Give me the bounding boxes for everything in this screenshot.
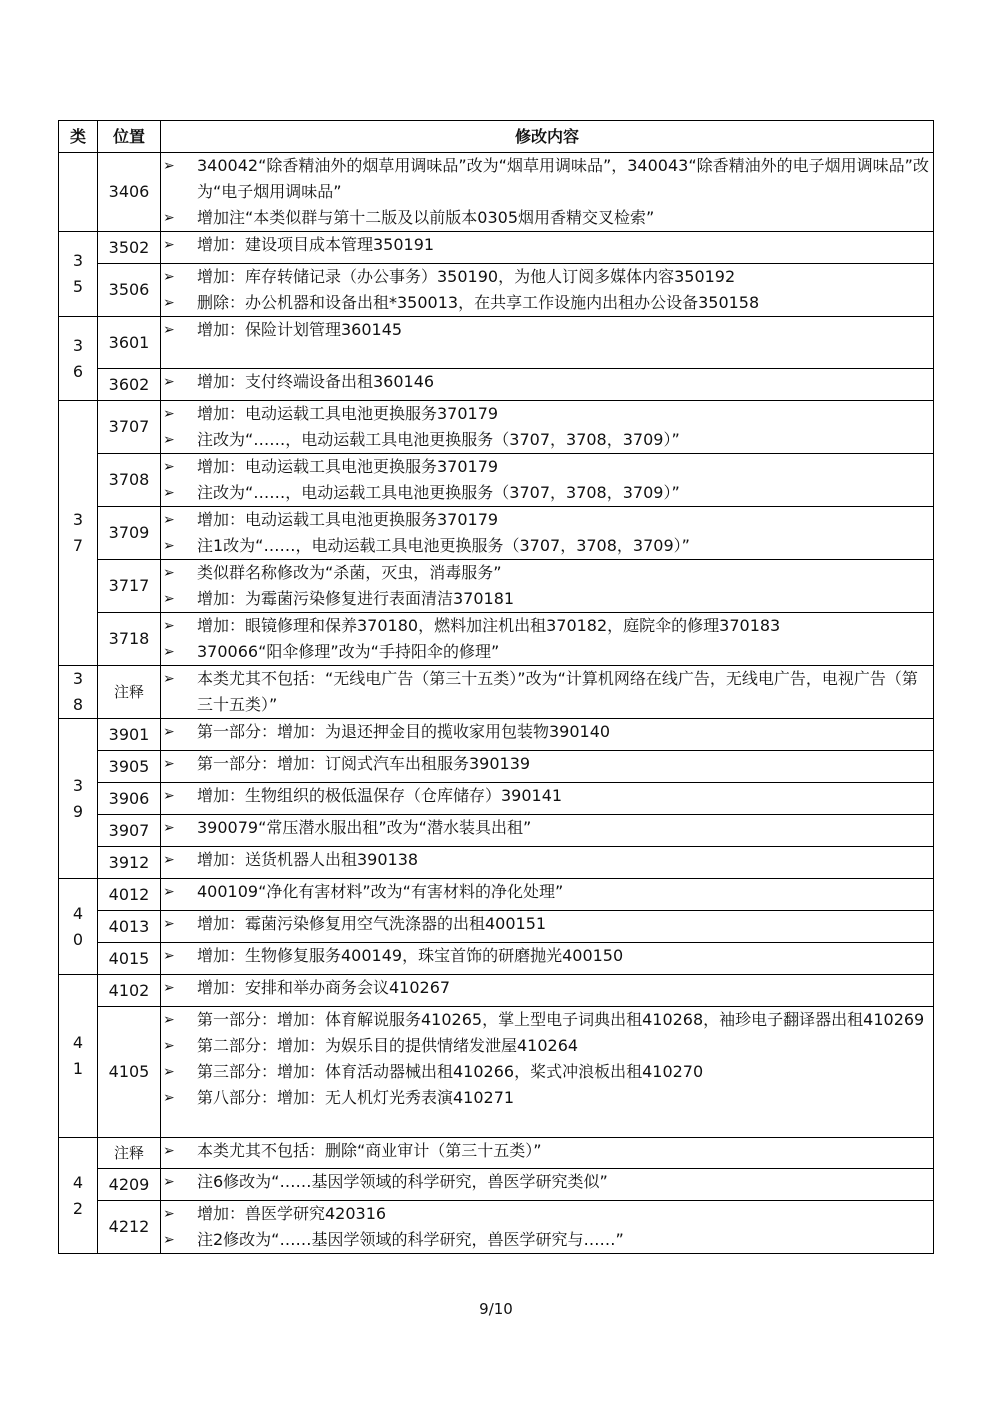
table-row [59,911,934,943]
list-item [161,1033,933,1059]
change-text: 注6修改为“……基因学领域的科学研究，兽医学研究类似” [197,1172,608,1191]
arrow-bullet-icon: ➢ [163,459,175,475]
list-item [161,586,933,612]
arrow-bullet-icon: ➢ [163,852,175,868]
change-text: 第二部分：增加：为娱乐目的提供情绪发泄屋410264 [197,1036,579,1055]
list-item [161,1169,933,1195]
change-text: 注改为“……，电动运载工具电池更换服务（3707，3708，3709）” [197,483,680,502]
table-row [59,613,934,666]
table-row [59,815,934,847]
position-cell: 3506 [98,264,161,317]
content-cell [161,783,934,815]
list-item [161,533,933,559]
class-digit: 2 [72,1198,84,1218]
class-digit: 3 [72,669,84,688]
table-row [59,719,934,751]
table-row [59,317,934,369]
table-body [59,153,934,1254]
change-text: 本类尤其不包括：删除“商业审计（第三十五类）” [197,1141,542,1160]
change-text: 第一部分：增加：体育解说服务410265，掌上型电子词典出租410268，袖珍电子翻译器出租410269 [197,1010,925,1029]
change-text: 类似群名称修改为“杀菌，灭虫，消毒服务” [197,563,502,582]
arrow-bullet-icon: ➢ [163,1206,175,1222]
list-item [161,560,933,586]
table-row [59,1007,934,1138]
change-text: 增加：兽医学研究420316 [197,1204,387,1223]
change-text: 增加：霉菌污染修复用空气洗涤器的出租400151 [197,914,547,933]
change-text: 增加：为霉菌污染修复进行表面清洁370181 [197,589,515,608]
change-text: 删除：办公机器和设备出租*350013，在共享工作设施内出租办公设备350158 [197,293,760,312]
table-row [59,507,934,560]
position-cell: 3912 [98,847,161,879]
header-position: 位置 [98,121,161,153]
list-item [161,815,933,841]
list-item [161,751,933,777]
arrow-bullet-icon: ➢ [163,1012,175,1028]
position-cell: 4212 [98,1201,161,1254]
change-text: 增加：生物修复服务400149，珠宝首饰的研磨抛光400150 [197,946,624,965]
arrow-bullet-icon: ➢ [163,538,175,554]
position-cell: 3906 [98,783,161,815]
content-cell [161,1138,934,1169]
change-text: 增加：生物组织的极低温保存（仓库储存）390141 [197,786,563,805]
class-number-cell [59,153,98,232]
table-row [59,783,934,815]
list-item [161,1007,933,1033]
arrow-bullet-icon: ➢ [163,591,175,607]
table-row [59,975,934,1007]
class-number-cell [59,975,98,1138]
class-digit: 6 [72,361,84,381]
table-row [59,666,934,719]
table-row [59,943,934,975]
arrow-bullet-icon: ➢ [163,485,175,501]
table-row [59,560,934,613]
position-cell: 4013 [98,911,161,943]
class-digit: 9 [72,801,84,821]
arrow-bullet-icon: ➢ [163,512,175,528]
change-text: 370066“阳伞修理”改为“手持阳伞的修理” [197,642,500,661]
content-cell [161,560,934,613]
list-item [161,613,933,639]
content-cell [161,1201,934,1254]
header-row [59,121,934,153]
list-item [161,975,933,1001]
position-cell: 3907 [98,815,161,847]
list-item [161,639,933,665]
position-cell: 注释 [98,666,161,719]
list-item [161,317,933,343]
list-item [161,290,933,316]
header-class: 类 [59,121,98,153]
content-cell [161,1169,934,1201]
table-row [59,264,934,317]
content-cell [161,317,934,369]
class-number-cell [59,719,98,879]
arrow-bullet-icon: ➢ [163,884,175,900]
changes-table [58,120,934,1254]
class-digit: 8 [72,695,84,714]
table-row [59,401,934,454]
list-item [161,1138,933,1164]
arrow-bullet-icon: ➢ [163,374,175,390]
change-text: 400109“净化有害材料”改为“有害材料的净化处理” [197,882,564,901]
arrow-bullet-icon: ➢ [163,1232,175,1248]
change-text: 本类尤其不包括：“无线电广告（第三十五类）”改为“计算机网络在线广告，无线电广告，电视广告（第三十五类）” [197,669,918,714]
class-digit: 3 [72,775,84,795]
content-cell [161,1007,934,1138]
content-cell [161,943,934,975]
list-item [161,480,933,506]
list-item [161,427,933,453]
change-text: 注改为“……，电动运载工具电池更换服务（3707，3708，3709）” [197,430,680,449]
change-text: 第三部分：增加：体育活动器械出租410266，桨式冲浪板出租410270 [197,1062,704,1081]
class-digit: 3 [72,335,84,355]
list-item [161,666,933,718]
change-text: 增加：送货机器人出租390138 [197,850,419,869]
arrow-bullet-icon: ➢ [163,210,175,226]
arrow-bullet-icon: ➢ [163,788,175,804]
class-digit: 3 [72,251,84,270]
list-item [161,943,933,969]
arrow-bullet-icon: ➢ [163,724,175,740]
position-cell: 3602 [98,369,161,401]
arrow-bullet-icon: ➢ [163,1090,175,1106]
content-cell [161,847,934,879]
arrow-bullet-icon: ➢ [163,756,175,772]
list-item [161,454,933,480]
change-text: 第一部分：增加：订阅式汽车出租服务390139 [197,754,531,773]
arrow-bullet-icon: ➢ [163,1038,175,1054]
table-row [59,1138,934,1169]
position-cell: 3905 [98,751,161,783]
position-cell: 3601 [98,317,161,369]
change-text: 增加：电动运载工具电池更换服务370179 [197,510,499,529]
arrow-bullet-icon: ➢ [163,322,175,338]
class-digit: 4 [72,1033,84,1052]
content-cell [161,975,934,1007]
change-text: 第一部分：增加：为退还押金目的揽收家用包装物390140 [197,722,611,741]
position-cell: 3406 [98,153,161,232]
page-number: 9/10 [479,1300,513,1318]
class-number-cell [59,232,98,317]
class-number-cell [59,666,98,719]
arrow-bullet-icon: ➢ [163,1143,175,1159]
list-item [161,1201,933,1227]
table-row [59,847,934,879]
position-cell: 3709 [98,507,161,560]
change-text: 增加：电动运载工具电池更换服务370179 [197,457,499,476]
arrow-bullet-icon: ➢ [163,269,175,285]
arrow-bullet-icon: ➢ [163,295,175,311]
arrow-bullet-icon: ➢ [163,237,175,253]
class-number-cell [59,1138,98,1254]
table-row [59,153,934,232]
content-cell [161,507,934,560]
content-cell [161,911,934,943]
class-number-cell [59,317,98,401]
position-cell: 注释 [98,1138,161,1169]
position-cell: 4209 [98,1169,161,1201]
position-cell: 3718 [98,613,161,666]
list-item [161,1059,933,1085]
class-digit: 4 [72,1172,84,1192]
table-row [59,1169,934,1201]
change-text: 增加：支付终端设备出租360146 [197,372,435,391]
position-cell: 4012 [98,879,161,911]
arrow-bullet-icon: ➢ [163,432,175,448]
arrow-bullet-icon: ➢ [163,916,175,932]
class-digit: 0 [72,929,84,949]
position-cell: 4102 [98,975,161,1007]
table-row [59,454,934,507]
arrow-bullet-icon: ➢ [163,618,175,634]
position-cell: 4015 [98,943,161,975]
content-cell [161,264,934,317]
class-digit: 7 [72,536,84,555]
list-item [161,1227,933,1253]
list-item [161,401,933,427]
list-item [161,232,933,258]
arrow-bullet-icon: ➢ [163,158,175,174]
arrow-bullet-icon: ➢ [163,671,175,687]
content-cell [161,751,934,783]
list-item [161,719,933,745]
arrow-bullet-icon: ➢ [163,948,175,964]
list-item [161,879,933,905]
table-row [59,879,934,911]
class-digit: 1 [72,1059,84,1078]
position-cell: 3901 [98,719,161,751]
content-cell [161,815,934,847]
change-text: 增加：库存转储记录（办公事务）350190，为他人订阅多媒体内容350192 [197,267,736,286]
content-cell [161,613,934,666]
change-text: 注2修改为“……基因学领域的科学研究，兽医学研究与……” [197,1230,624,1249]
list-item [161,153,933,205]
table-row [59,369,934,401]
change-text: 增加：电动运载工具电池更换服务370179 [197,404,499,423]
arrow-bullet-icon: ➢ [163,644,175,660]
arrow-bullet-icon: ➢ [163,406,175,422]
class-digit: 3 [72,510,84,529]
class-digit: 5 [72,277,84,296]
arrow-bullet-icon: ➢ [163,565,175,581]
arrow-bullet-icon: ➢ [163,980,175,996]
changes-table-wrapper [58,120,933,1254]
list-item [161,1085,933,1111]
table-row [59,1201,934,1254]
list-item [161,847,933,873]
content-cell [161,719,934,751]
change-text: 340042“除香精油外的烟草用调味品”改为“烟草用调味品”，340043“除香精油外的电子烟用调味品”改为“电子烟用调味品” [197,156,929,201]
content-cell [161,454,934,507]
content-cell [161,232,934,264]
arrow-bullet-icon: ➢ [163,1174,175,1190]
table-row [59,751,934,783]
change-text: 增加：保险计划管理360145 [197,320,403,339]
position-cell: 3717 [98,560,161,613]
class-number-cell [59,401,98,666]
list-item [161,783,933,809]
table-row [59,232,934,264]
list-item [161,369,933,395]
position-cell: 4105 [98,1007,161,1138]
content-cell [161,401,934,454]
list-item [161,911,933,937]
list-item [161,507,933,533]
content-cell [161,153,934,232]
change-text: 第八部分：增加：无人机灯光秀表演410271 [197,1088,515,1107]
arrow-bullet-icon: ➢ [163,1064,175,1080]
list-item [161,205,933,231]
change-text: 390079“常压潜水服出租”改为“潜水装具出租” [197,818,532,837]
class-number-cell [59,879,98,975]
change-text: 增加：安排和举办商务会议410267 [197,978,451,997]
header-content: 修改内容 [161,121,934,153]
arrow-bullet-icon: ➢ [163,820,175,836]
position-cell: 3707 [98,401,161,454]
list-item [161,264,933,290]
position-cell: 3708 [98,454,161,507]
change-text: 增加注“本类似群与第十二版及以前版本0305烟用香精交叉检索” [197,208,655,227]
position-cell: 3502 [98,232,161,264]
change-text: 注1改为“……，电动运载工具电池更换服务（3707，3708，3709）” [197,536,690,555]
change-text: 增加：眼镜修理和保养370180，燃料加注机出租370182，庭院伞的修理370183 [197,616,781,635]
content-cell [161,879,934,911]
content-cell [161,666,934,719]
content-cell [161,369,934,401]
change-text: 增加：建设项目成本管理350191 [197,235,435,254]
class-digit: 4 [72,903,84,923]
